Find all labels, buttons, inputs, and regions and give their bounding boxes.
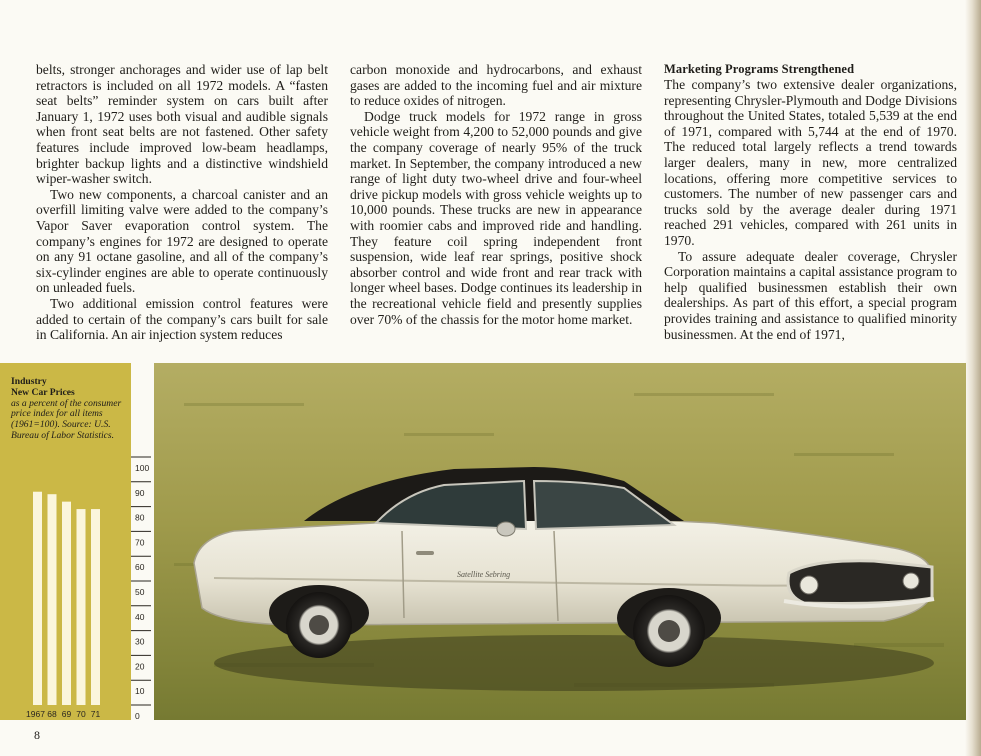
x-tick-label: 70 xyxy=(76,709,86,719)
headlight xyxy=(800,576,818,594)
x-tick-label: 1967 xyxy=(26,709,45,719)
bar xyxy=(48,494,57,705)
y-tick-label: 80 xyxy=(135,512,145,523)
x-tick-label: 69 xyxy=(61,709,72,719)
rear-hubcap xyxy=(309,615,329,635)
x-tick-label: 68 xyxy=(47,709,57,719)
y-tick-label: 10 xyxy=(135,686,145,697)
text-column-3 xyxy=(664,62,957,342)
text-column-2 xyxy=(350,62,642,327)
y-tick-label: 60 xyxy=(135,562,145,573)
y-tick-label: 100 xyxy=(135,463,150,473)
section-heading: Marketing Programs Strengthened xyxy=(664,62,855,76)
car-illustration xyxy=(154,363,966,720)
x-tick-label: 71 xyxy=(90,709,101,719)
bar xyxy=(33,492,42,705)
y-tick-label: 50 xyxy=(135,587,145,597)
y-tick-label: 0 xyxy=(135,711,140,721)
headlight xyxy=(903,573,919,589)
paragraph: belts, stronger anchorages and wider use of lap belt retractors is included on all 1972 models. A “fasten seat belts” reminder system on cars built after January 1, 1972 uses both visual and audible signals when front seat belts are not fastened. Other safety features include improved low-beam headlamps, brighter backup lights and a distinctive windshield wiper-washer switch. xyxy=(36,62,328,187)
car-photo xyxy=(154,363,966,720)
paragraph: Two new components, a charcoal canister and an overfill limiting valve were added to the company’s Vapor Saver evaporation control system. The company’s engines for 1972 are designed to operate on any 91 octane gasoline, and all of the company’s six-cylinder engines are able to operate continuously on unleaded fuels. xyxy=(36,186,328,296)
chart-caption xyxy=(11,377,129,442)
bar xyxy=(77,509,86,705)
page-number: 8 xyxy=(34,728,40,742)
bar xyxy=(91,509,100,705)
y-tick-label: 70 xyxy=(135,537,145,548)
front-hubcap xyxy=(658,620,680,642)
chart-title-line1: Industry xyxy=(11,376,47,387)
car-badge: Satellite Sebring xyxy=(457,570,511,579)
y-tick-label: 30 xyxy=(135,636,145,647)
page-edge-shadow xyxy=(965,0,981,756)
paragraph: Two additional emission control features were added to certain of the company’s cars built for sale in California. An air injection system reduces xyxy=(36,295,328,343)
door-handle xyxy=(416,551,434,555)
y-tick-label: 40 xyxy=(135,611,145,622)
chart-description: as a percent of the consumer price index for all items (1961=100). Source: U.S. Bureau of Labor Statistics. xyxy=(11,397,122,441)
chart-title-line2: New Car Prices xyxy=(11,386,75,398)
y-tick-label: 20 xyxy=(135,661,145,672)
paragraph: To assure adequate dealer coverage, Chrysler Corporation maintains a capital assistance program to help qualified businessmen establish their own dealerships. As part of this effort, a special program provides training and assistance to qualified minority businessmen. At the end of 1971, xyxy=(664,248,957,342)
paragraph: carbon monoxide and hydrocarbons, and exhaust gases are added to the incoming fuel and air mixture to reduce oxides of nitrogen. xyxy=(350,62,642,109)
y-tick-label: 90 xyxy=(135,487,145,498)
text-column-1 xyxy=(36,62,328,343)
bar-chart xyxy=(0,440,160,730)
paragraph: The company’s two extensive dealer organizations, representing Chrysler-Plymouth and Dodge Divisions throughout the United States, totaled 5,539 at the end of 1971, compared with 5,744 at the end of 1970. The reduced total largely reflects a trend towards larger dealers, many in new, more centralized locations, offering more competitive services to customers. The number of new passenger cars and trucks sold by the average dealer during 1971 reached 291 vehicles, compared with 261 units in 1970. xyxy=(664,77,957,248)
side-mirror xyxy=(497,522,515,536)
paragraph: Dodge truck models for 1972 range in gross vehicle weight from 4,200 to 52,000 pounds and give the company coverage of nearly 95% of the truck market. In September, the company introduced a new range of light duty two-wheel drive and four-wheel drive pickup models with gross vehicle weights up to 10,000 pounds. These trucks are new in appearance with roomier cabs and improved ride and handling. They feature coil spring independent front suspension, wide leaf rear springs, positive shock absorber control and wide front and rear track with longer wheel bases. Dodge continues its leadership in the recreational vehicle field and presently supplies over 70% of the chassis for the motor home market. xyxy=(350,108,642,327)
bar xyxy=(62,502,71,705)
